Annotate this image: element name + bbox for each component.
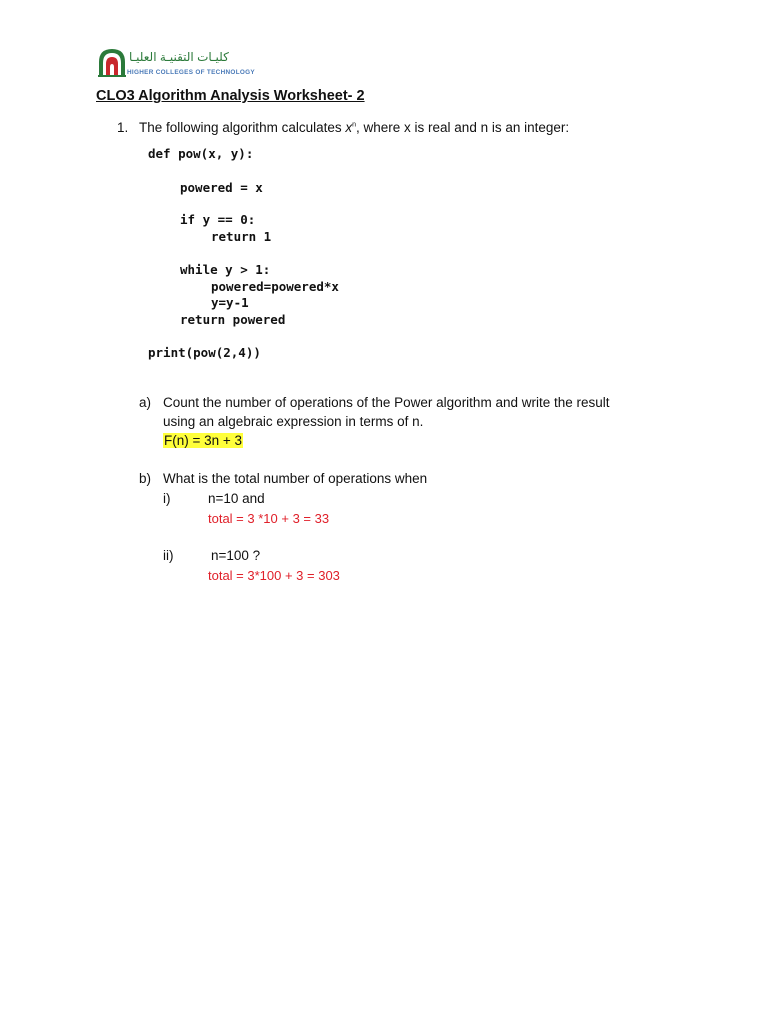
part-a-answer (163, 433, 243, 448)
logo-english-text: HIGHER COLLEGES OF TECHNOLOGY (127, 69, 255, 76)
part-a-label: a) (139, 395, 152, 410)
code-line-if: if y == 0: (180, 212, 256, 227)
code-line-return-powered: return powered (180, 312, 286, 327)
question-text-before: The following algorithm calculates (139, 120, 346, 135)
part-b-question: What is the total number of operations when (163, 471, 428, 486)
question-superscript: n (352, 121, 357, 129)
question-text-after: , where x is real and n is an integer: (356, 120, 570, 135)
part-b-ii-text: n=100 ? (211, 548, 261, 563)
code-line-return-1: return 1 (211, 229, 272, 244)
part-a-line1: Count the number of operations of the Power algorithm and write the result (163, 395, 610, 410)
part-b-i-text: n=10 and (208, 491, 265, 506)
code-line-print: print(pow(2,4)) (148, 345, 261, 360)
code-line-while: while y > 1: (180, 262, 271, 277)
worksheet-title: CLO3 Algorithm Analysis Worksheet- 2 (96, 88, 365, 104)
code-line-multiply: powered=powered*x (211, 279, 339, 294)
code-line-powered: powered = x (180, 180, 263, 195)
part-b-i-label: i) (163, 491, 171, 506)
part-a-line2: using an algebraic expression in terms of n. (163, 414, 424, 429)
part-b-i-answer: total = 3 *10 + 3 = 33 (208, 511, 330, 526)
question-text (139, 120, 569, 135)
part-b-ii-answer: total = 3*100 + 3 = 303 (208, 568, 340, 583)
logo-arabic-text: كليـات التقنيـة العليـا (129, 50, 229, 64)
hct-emblem-icon (96, 46, 128, 78)
code-line-decrement: y=y-1 (211, 295, 249, 310)
part-a-answer-highlight: F(n) = 3n + 3 (164, 433, 243, 448)
question-x: x (345, 120, 353, 135)
part-b-ii-label: ii) (163, 548, 174, 563)
part-b-label: b) (139, 471, 152, 486)
hct-logo (96, 46, 255, 80)
question-number: 1. (117, 120, 129, 135)
code-line-def: def pow(x, y): (148, 146, 254, 161)
